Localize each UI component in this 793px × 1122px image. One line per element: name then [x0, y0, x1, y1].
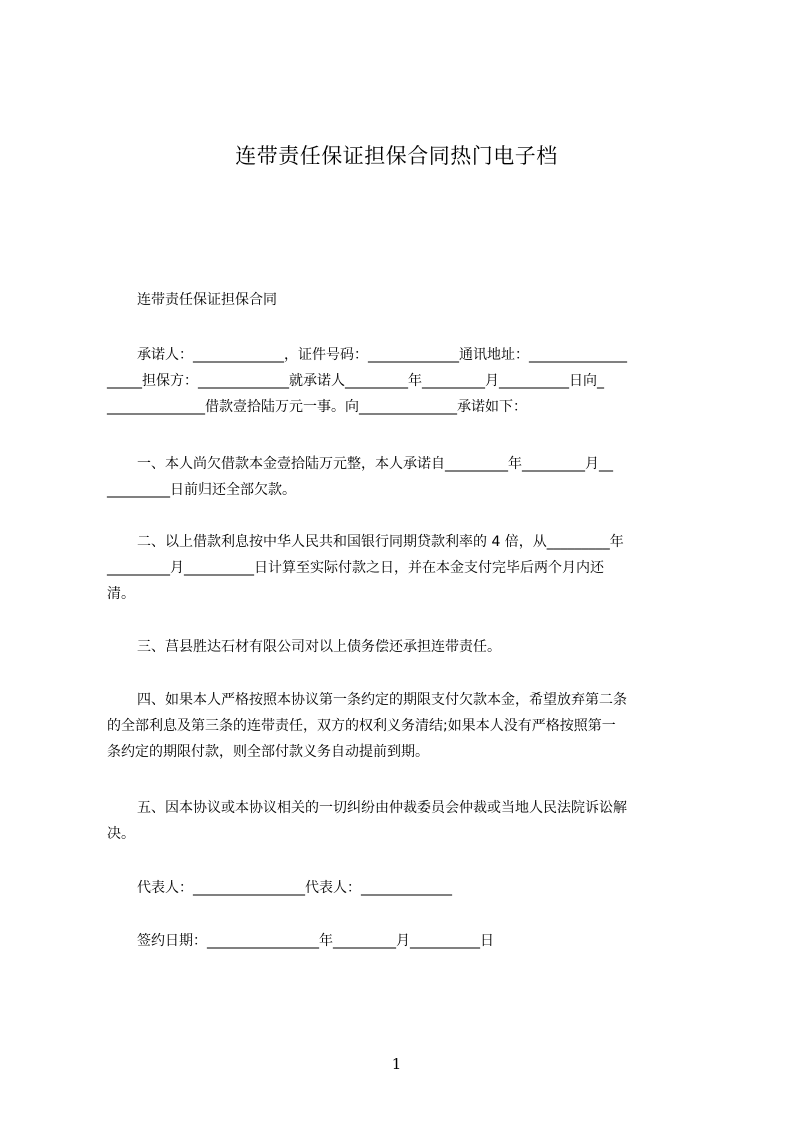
- clause-5-line-2: 决。: [107, 826, 135, 842]
- clause-4-line-1: 四、如果本人严格按照本协议第一条约定的期限支付欠款本金，希望放弃第二条: [137, 692, 627, 708]
- page-number: 1: [391, 1055, 402, 1073]
- intro-line-1: 承诺人：_____________，证件号码：_____________通讯地址：______________: [137, 347, 627, 363]
- clause-4-line-3: 条约定的期限付款，则全部付款义务自动提前到期。: [107, 744, 429, 760]
- representatives-line: 代表人：________________代表人：_____________: [137, 880, 452, 896]
- clause-1-line-1: 一、本人尚欠借款本金壹拾陆万元整，本人承诺自_________年_________月__: [137, 456, 613, 472]
- intro-line-3: ______________借款壹拾陆万元一事。向______________承诺如下：: [107, 399, 527, 415]
- clause-2-line-3: 清。: [107, 586, 135, 602]
- clause-2-line-2: _________月__________日计算至实际付款之日，并在本金支付完毕后两个月内还: [107, 560, 604, 576]
- intro-line-2: _____担保方：_____________就承诺人_________年_________月__________日向_: [107, 373, 604, 389]
- clause-1-line-2: _________日前归还全部欠款。: [107, 482, 296, 498]
- clause-4-line-2: 的全部利息及第三条的连带责任，双方的权利义务清结;如果本人没有严格按照第一: [107, 718, 616, 734]
- clause-3-line-1: 三、莒县胜达石材有限公司对以上债务偿还承担连带责任。: [137, 639, 501, 655]
- sign-date-line: 签约日期：________________年_________月__________日: [137, 933, 494, 949]
- clause-2-line-1: 二、以上借款利息按中华人民共和国银行同期贷款利率的 4 倍，从_________年: [137, 534, 624, 550]
- contract-subtitle: 连带责任保证担保合同: [137, 292, 277, 308]
- clause-5-line-1: 五、因本协议或本协议相关的一切纠纷由仲裁委员会仲裁或当地人民法院诉讼解: [137, 800, 627, 816]
- document-title: 连带责任保证担保合同热门电子档: [235, 144, 558, 168]
